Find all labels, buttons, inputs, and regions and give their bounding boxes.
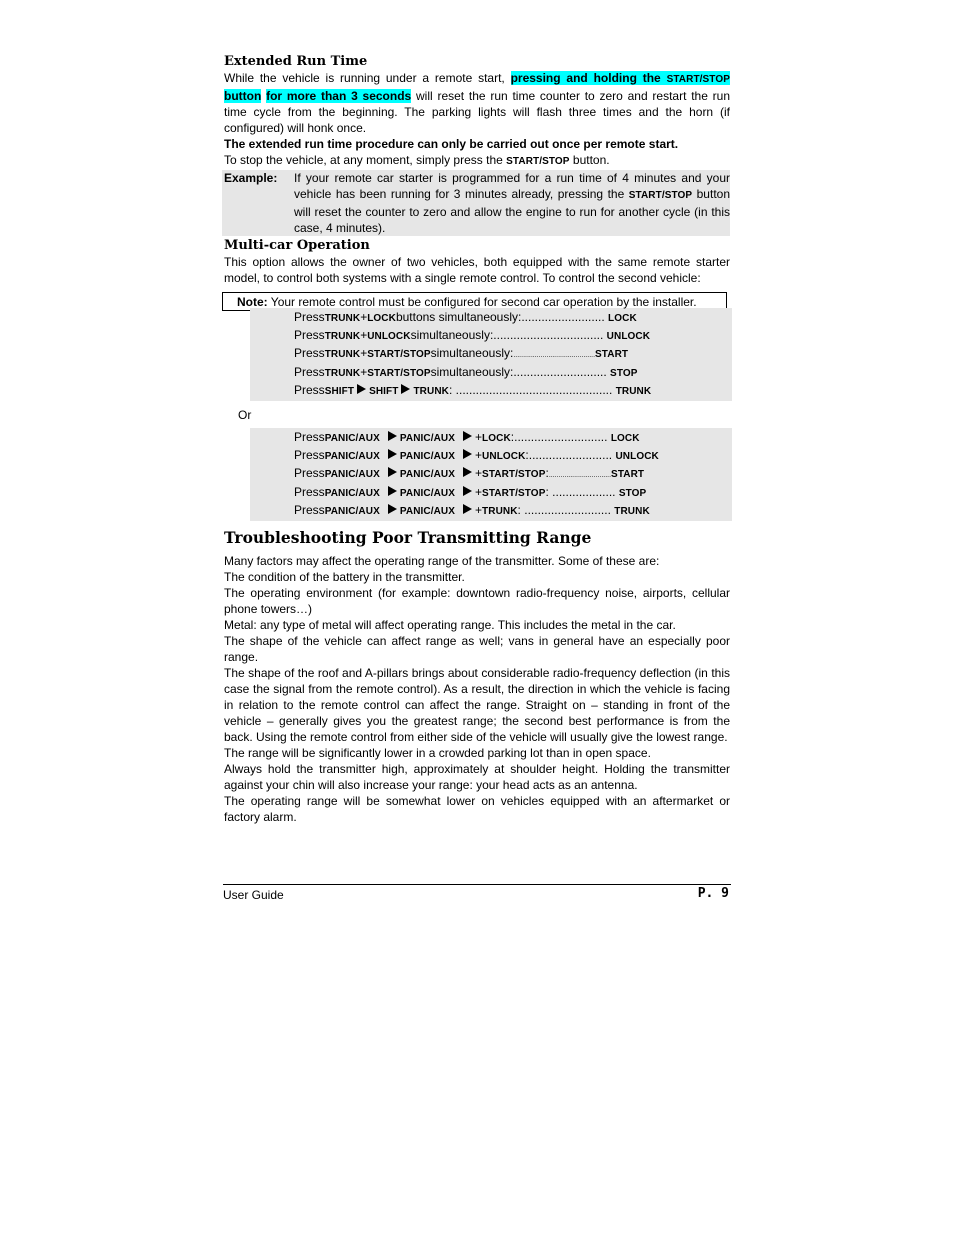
troubleshooting-paragraph: The operating environment (for example: downtown radio-frequency noise, airports, cellular phone towers…) [224,586,730,616]
text: : [517,503,521,517]
text: Press [294,430,325,444]
result-label: LOCK [608,313,637,324]
key-label: PANIC/AUX [399,488,456,499]
text: simultaneously: [430,346,514,360]
command-row [250,364,732,382]
key-label: TRUNK [482,506,518,517]
leader-dots: ................... [552,485,616,499]
text: Press [294,328,325,342]
key-label: PANIC/AUX [324,469,380,480]
key-label: PANIC/AUX [324,433,380,444]
text: : [525,448,529,462]
leader-dots: ............................ [513,365,607,379]
result-label: TRUNK [614,506,650,517]
text: pressing and holding the [510,71,667,85]
arrow-right-icon [463,467,472,477]
key-label: SHIFT [369,386,399,397]
arrow-right-icon [463,449,472,459]
text: : [545,466,549,480]
page-content [224,54,730,825]
text: button. [569,153,610,167]
arrow-right-icon [401,384,410,394]
page-footer [223,884,731,903]
text: + [475,503,483,517]
text: + [360,328,368,342]
key-label: TRUNK [324,349,361,360]
text: Press [294,383,325,397]
leader-dots: ......................... [521,310,605,324]
key-label: PANIC/AUX [399,469,456,480]
leader-dots: .......................................... [513,352,596,359]
text: button will reset the counter to zero and allow the engine to run for another cycle (in this case, 4 minutes). [294,187,730,235]
troubleshooting-paragraph: Always hold the transmitter high, approximately at shoulder height. Holding the transmitter against your chin will also increase your range: your head acts as an antenna. [224,762,730,792]
or-label: Or [238,408,252,422]
troubleshooting-paragraph: Metal: any type of metal will affect operating range. This includes the metal in the car. [224,618,676,632]
text: simultaneously: [410,328,494,342]
text: button [224,89,262,103]
key-label: START/STOP [482,488,546,499]
key-label: PANIC/AUX [324,451,380,462]
key-label: PANIC/AUX [399,506,456,517]
text: + [475,430,483,444]
text: Press [294,485,325,499]
key-label: UNLOCK [482,451,526,462]
result-label: STOP [618,488,647,499]
key-label: TRUNK [413,386,449,397]
text: : [545,485,549,499]
key-label: START/STOP [367,368,431,379]
command-row [250,484,732,502]
arrow-right-icon [463,486,472,496]
key-start-stop: START/STOP [666,74,730,85]
leader-dots: ......................... [528,448,613,462]
leader-dots: ................................ [548,472,612,479]
key-label: PANIC/AUX [324,506,380,517]
result-label: STOP [610,368,638,379]
arrow-right-icon [388,449,397,459]
command-list-panic [250,428,732,521]
text: + [360,346,368,360]
paragraph-stop-vehicle [224,152,730,170]
text: + [360,365,368,379]
arrow-right-icon [463,431,472,441]
highlight: for more than 3 seconds [266,89,412,103]
command-row [250,502,732,520]
key-label: PANIC/AUX [399,433,456,444]
heading-troubleshooting: Troubleshooting Poor Transmitting Range [224,528,592,547]
arrow-right-icon [388,431,397,441]
text: Press [294,346,325,360]
troubleshooting-paragraph: The range will be significantly lower in a crowded parking lot than in open space. [224,746,651,760]
arrow-right-icon [463,504,472,514]
note-text: Your remote control must be configured for second car operation by the installer. [267,295,697,309]
paragraph-multi-car-intro: This option allows the owner of two vehicles, both equipped with the same remote starter model, to control both systems with a single remote control. To control the second vehicle: [224,255,730,285]
key-start-stop: START/STOP [628,190,693,201]
example-label: Example: [224,171,278,185]
key-label: PANIC/AUX [399,451,456,462]
leader-dots: ............................ [514,430,608,444]
text: : [448,383,453,397]
text: Press [294,310,325,324]
arrow-right-icon [388,486,397,496]
key-label: LOCK [367,313,396,324]
result-label: START [595,349,629,360]
text: Press [294,365,325,379]
command-row [250,447,732,465]
result-label: UNLOCK [606,331,651,342]
note-label: Note: [237,295,268,309]
key-label: TRUNK [324,331,361,342]
text: buttons simultaneously: [395,310,522,324]
footer-title: User Guide [223,888,284,902]
troubleshooting-paragraph: The operating range will be somewhat lower on vehicles equipped with an aftermarket or factory alarm. [224,794,730,824]
heading-multi-car: Multi-car Operation [224,238,370,253]
arrow-right-icon [357,384,366,394]
text: While the vehicle is running under a remote start, [224,71,511,85]
key-label: LOCK [482,433,511,444]
command-list-trunk [250,308,732,401]
key-start-stop: START/STOP [506,156,570,167]
leader-dots: ................................. [493,328,604,342]
arrow-right-icon [388,467,397,477]
leader-dots: ............................................... [455,383,613,397]
troubleshooting-paragraph: The shape of the roof and A-pillars brings about considerable radio-frequency deflection (in this case the signal from the remote control). As a result, the direction in which the vehicle is facing in relation to the remote control can affect the range. Straight on – standing in front of the vehicle – generally gives you the greatest range; the second best performance is from the back. Using the remote control from either side of the vehicle will usually give the lowest range. [224,666,730,744]
command-row [250,382,732,400]
troubleshooting-paragraph: Many factors may affect the operating range of the transmitter. Some of these are: [224,554,660,568]
example-text [294,170,730,236]
key-label: TRUNK [324,368,361,379]
text: simultaneously: [430,365,514,379]
result-label: TRUNK [615,386,652,397]
text: + [475,448,483,462]
key-label: TRUNK [324,313,361,324]
result-label: LOCK [610,433,640,444]
command-row [250,429,732,447]
key-label: START/STOP [367,349,431,360]
key-label: START/STOP [482,469,546,480]
text: + [475,485,483,499]
result-label: START [611,469,645,480]
text: Press [294,503,325,517]
text: will reset the run time counter to zero and restart the run time cycle from the beginning. The parking lights will flash three times and the horn (if configured) will honk once. [224,89,730,135]
heading-extended-run-time: Extended Run Time [224,54,368,69]
page-number: P. 9 [697,886,729,901]
text: If your remote car starter is programmed for a run time of 4 minutes and your vehicle has been running for 3 minutes already, pressing the [294,171,730,201]
paragraph-once-per-start: The extended run time procedure can only be carried out once per remote start. [224,137,679,151]
text: Press [294,448,325,462]
key-label: UNLOCK [367,331,411,342]
text: + [475,466,483,480]
command-row [250,327,732,345]
text: To stop the vehicle, at any moment, simply press the [224,153,507,167]
key-label: PANIC/AUX [324,488,380,499]
command-row [250,345,732,364]
text: + [360,310,368,324]
result-label: UNLOCK [615,451,659,462]
text: Press [294,466,325,480]
command-row [250,465,732,484]
troubleshooting-paragraph: The condition of the battery in the transmitter. [224,570,465,584]
key-label: SHIFT [324,386,355,397]
text: : [510,430,515,444]
example-box [222,170,730,236]
troubleshooting-paragraph: The shape of the vehicle can affect range as well; vans in general have an especially poor range. [224,634,730,664]
arrow-right-icon [388,504,397,514]
leader-dots: .......................... [524,503,611,517]
paragraph-extended-run-time [224,70,730,136]
